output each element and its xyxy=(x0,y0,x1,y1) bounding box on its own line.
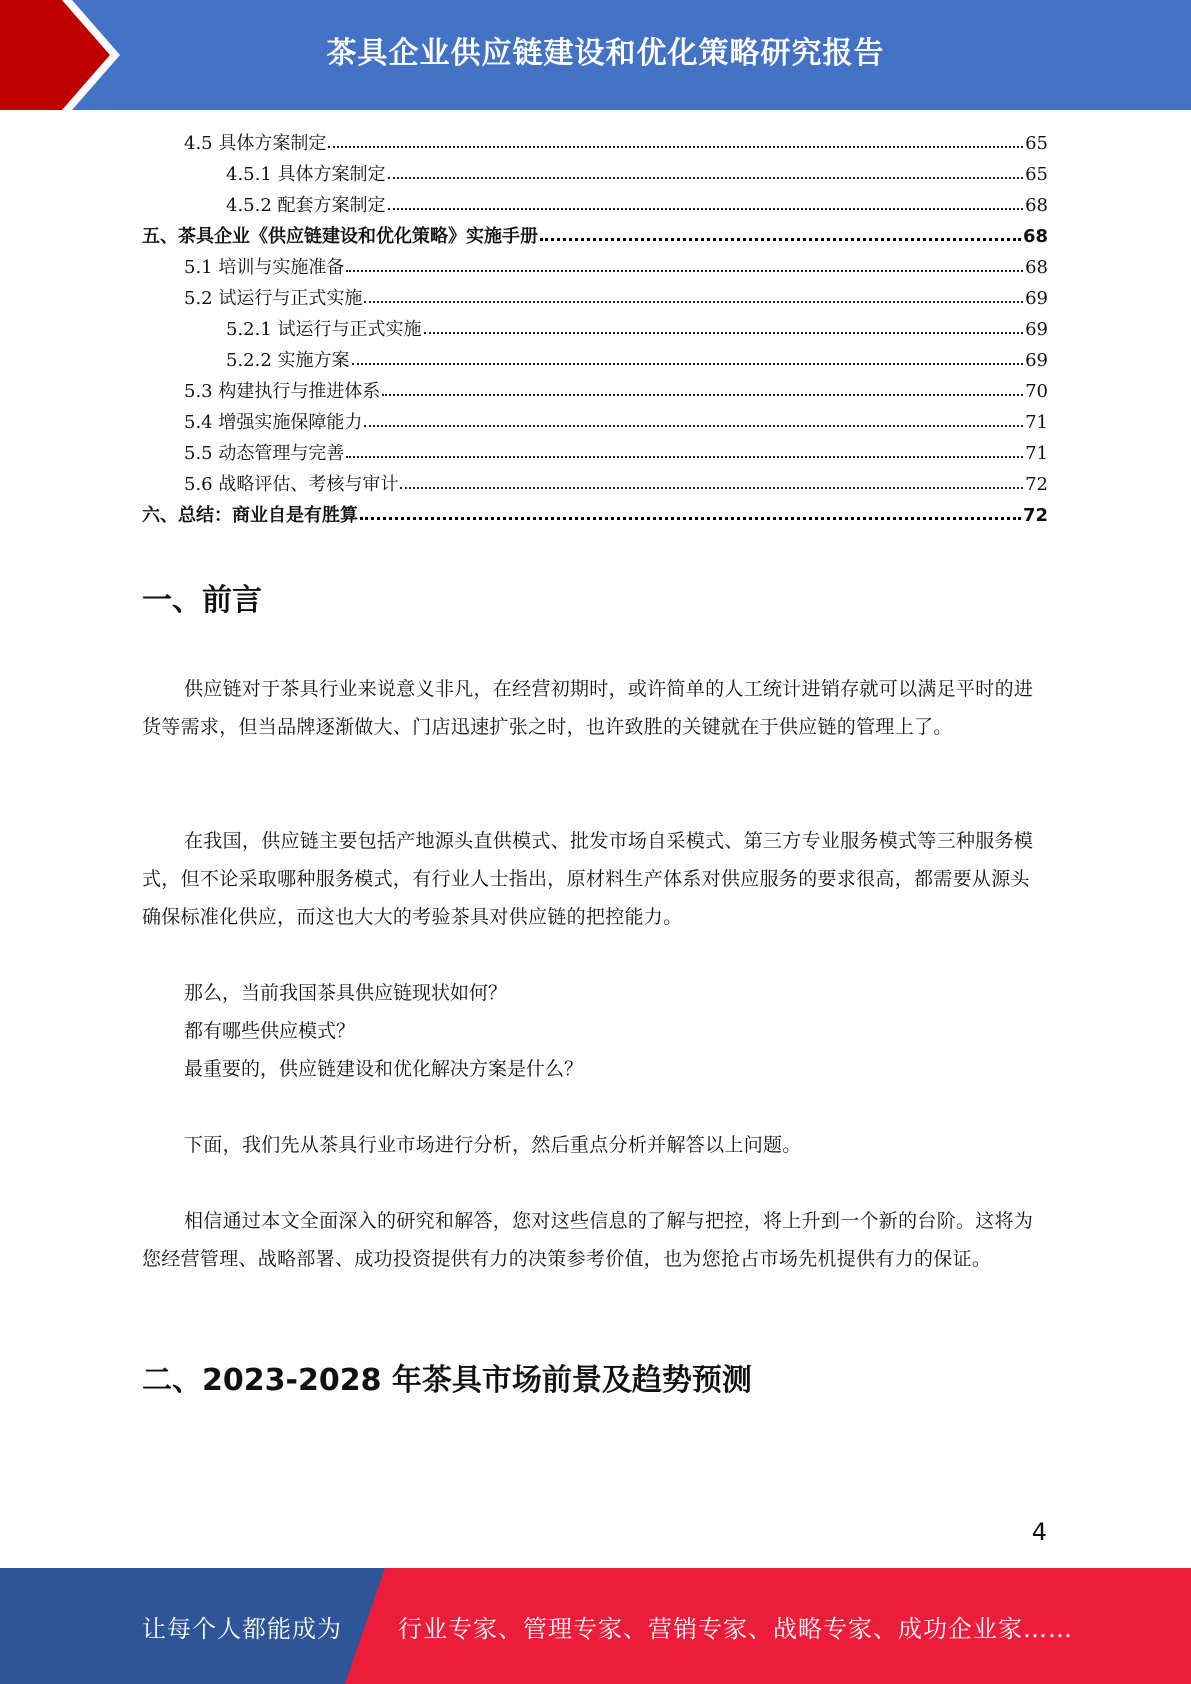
toc-entry[interactable] xyxy=(142,438,1048,469)
toc-entry-title: 5.2.2 实施方案 xyxy=(226,350,350,371)
toc-leader-dots xyxy=(364,301,1023,303)
toc-entry-page: 72 xyxy=(1025,474,1048,495)
toc-entry-page: 69 xyxy=(1025,288,1048,309)
toc-leader-dots xyxy=(352,363,1024,365)
header-title: 茶具企业供应链建设和优化策略研究报告 xyxy=(326,36,885,71)
toc-leader-dots xyxy=(382,394,1023,396)
toc-entry-title: 5.3 构建执行与推进体系 xyxy=(184,381,381,402)
toc-entry-page: 68 xyxy=(1025,195,1048,216)
toc-leader-dots xyxy=(346,270,1023,272)
toc-entry-title: 4.5.1 具体方案制定 xyxy=(226,164,386,185)
toc-entry-page: 65 xyxy=(1025,133,1048,154)
toc-leader-dots xyxy=(388,177,1024,179)
toc-leader-dots xyxy=(346,456,1023,458)
toc-entry[interactable] xyxy=(142,376,1048,407)
toc-entry-title: 六、总结：商业自是有胜算 xyxy=(142,505,358,526)
toc-entry[interactable] xyxy=(142,190,1048,221)
paragraph-4: 相信通过本文全面深入的研究和解答，您对这些信息的了解与把控，将上升到一个新的台阶。这将为您经营管理、战略部署、成功投资提供有力的决策参考价值，也为您抢占市场先机提供有力的保证。 xyxy=(142,1210,1034,1270)
toc-leader-dots xyxy=(424,332,1024,334)
toc-entry-page: 71 xyxy=(1025,412,1048,433)
toc-entry[interactable] xyxy=(142,345,1048,376)
table-of-contents xyxy=(142,128,1048,531)
toc-entry[interactable] xyxy=(142,500,1048,531)
toc-entry-title: 4.5 具体方案制定 xyxy=(184,133,327,154)
footer-slogan-right: 行业专家、管理专家、营销专家、战略专家、成功企业家…… xyxy=(398,1614,1073,1643)
page-number: 4 xyxy=(1031,1518,1047,1546)
paragraph-2: 在我国，供应链主要包括产地源头直供模式、批发市场自采模式、第三方专业服务模式等三种服务模式，但不论采取哪种服务模式，有行业人士指出，原材料生产体系对供应服务的要求很高，都需要从源头确保标准化供应，而这也大大的考验茶具对供应链的把控能力。 xyxy=(142,830,1034,928)
toc-entry[interactable] xyxy=(142,407,1048,438)
toc-leader-dots xyxy=(388,208,1024,210)
toc-entry[interactable] xyxy=(142,252,1048,283)
paragraph-1: 供应链对于茶具行业来说意义非凡，在经营初期时，或许简单的人工统计进销存就可以满足平时的进货等需求，但当品牌逐渐做大、门店迅速扩张之时，也许致胜的关键就在于供应链的管理上了。 xyxy=(142,678,1034,738)
toc-entry-page: 70 xyxy=(1025,381,1048,402)
footer-slogan-left: 让每个人都能成为 xyxy=(142,1614,342,1643)
question-3: 最重要的，供应链建设和优化解决方案是什么？ xyxy=(184,1058,584,1080)
page-footer xyxy=(0,1568,1191,1684)
toc-entry-title: 4.5.2 配套方案制定 xyxy=(226,195,386,216)
toc-leader-dots xyxy=(400,487,1023,489)
toc-entry-title: 5.2 试运行与正式实施 xyxy=(184,288,363,309)
toc-entry-title: 五、茶具企业《供应链建设和优化策略》实施手册 xyxy=(142,226,538,247)
toc-entry[interactable] xyxy=(142,128,1048,159)
toc-entry[interactable] xyxy=(142,469,1048,500)
toc-entry[interactable] xyxy=(142,314,1048,345)
toc-entry-page: 69 xyxy=(1025,350,1048,371)
toc-entry[interactable] xyxy=(142,221,1048,252)
toc-entry-title: 5.1 培训与实施准备 xyxy=(184,257,345,278)
toc-entry[interactable] xyxy=(142,283,1048,314)
toc-leader-dots xyxy=(360,517,1021,520)
question-2: 都有哪些供应模式？ xyxy=(184,1020,356,1042)
header-arrow-decoration xyxy=(0,0,160,110)
page-header xyxy=(0,0,1191,110)
section-heading-preface: 一、前言 xyxy=(142,583,262,618)
question-1: 那么，当前我国茶具供应链现状如何？ xyxy=(184,982,508,1004)
toc-entry-title: 5.6 战略评估、考核与审计 xyxy=(184,474,399,495)
toc-entry-page: 68 xyxy=(1022,226,1048,247)
toc-leader-dots xyxy=(540,238,1021,241)
paragraph-3: 下面，我们先从茶具行业市场进行分析，然后重点分析并解答以上问题。 xyxy=(184,1134,802,1156)
toc-leader-dots xyxy=(364,425,1023,427)
toc-entry-page: 68 xyxy=(1025,257,1048,278)
toc-leader-dots xyxy=(328,146,1023,148)
toc-entry-page: 69 xyxy=(1025,319,1048,340)
toc-entry-page: 72 xyxy=(1022,505,1048,526)
toc-entry-title: 5.5 动态管理与完善 xyxy=(184,443,345,464)
section-heading-market-forecast: 二、2023-2028 年茶具市场前景及趋势预测 xyxy=(142,1363,752,1398)
toc-entry-page: 65 xyxy=(1025,164,1048,185)
toc-entry-title: 5.4 增强实施保障能力 xyxy=(184,412,363,433)
toc-entry[interactable] xyxy=(142,159,1048,190)
toc-entry-title: 5.2.1 试运行与正式实施 xyxy=(226,319,422,340)
toc-entry-page: 71 xyxy=(1025,443,1048,464)
